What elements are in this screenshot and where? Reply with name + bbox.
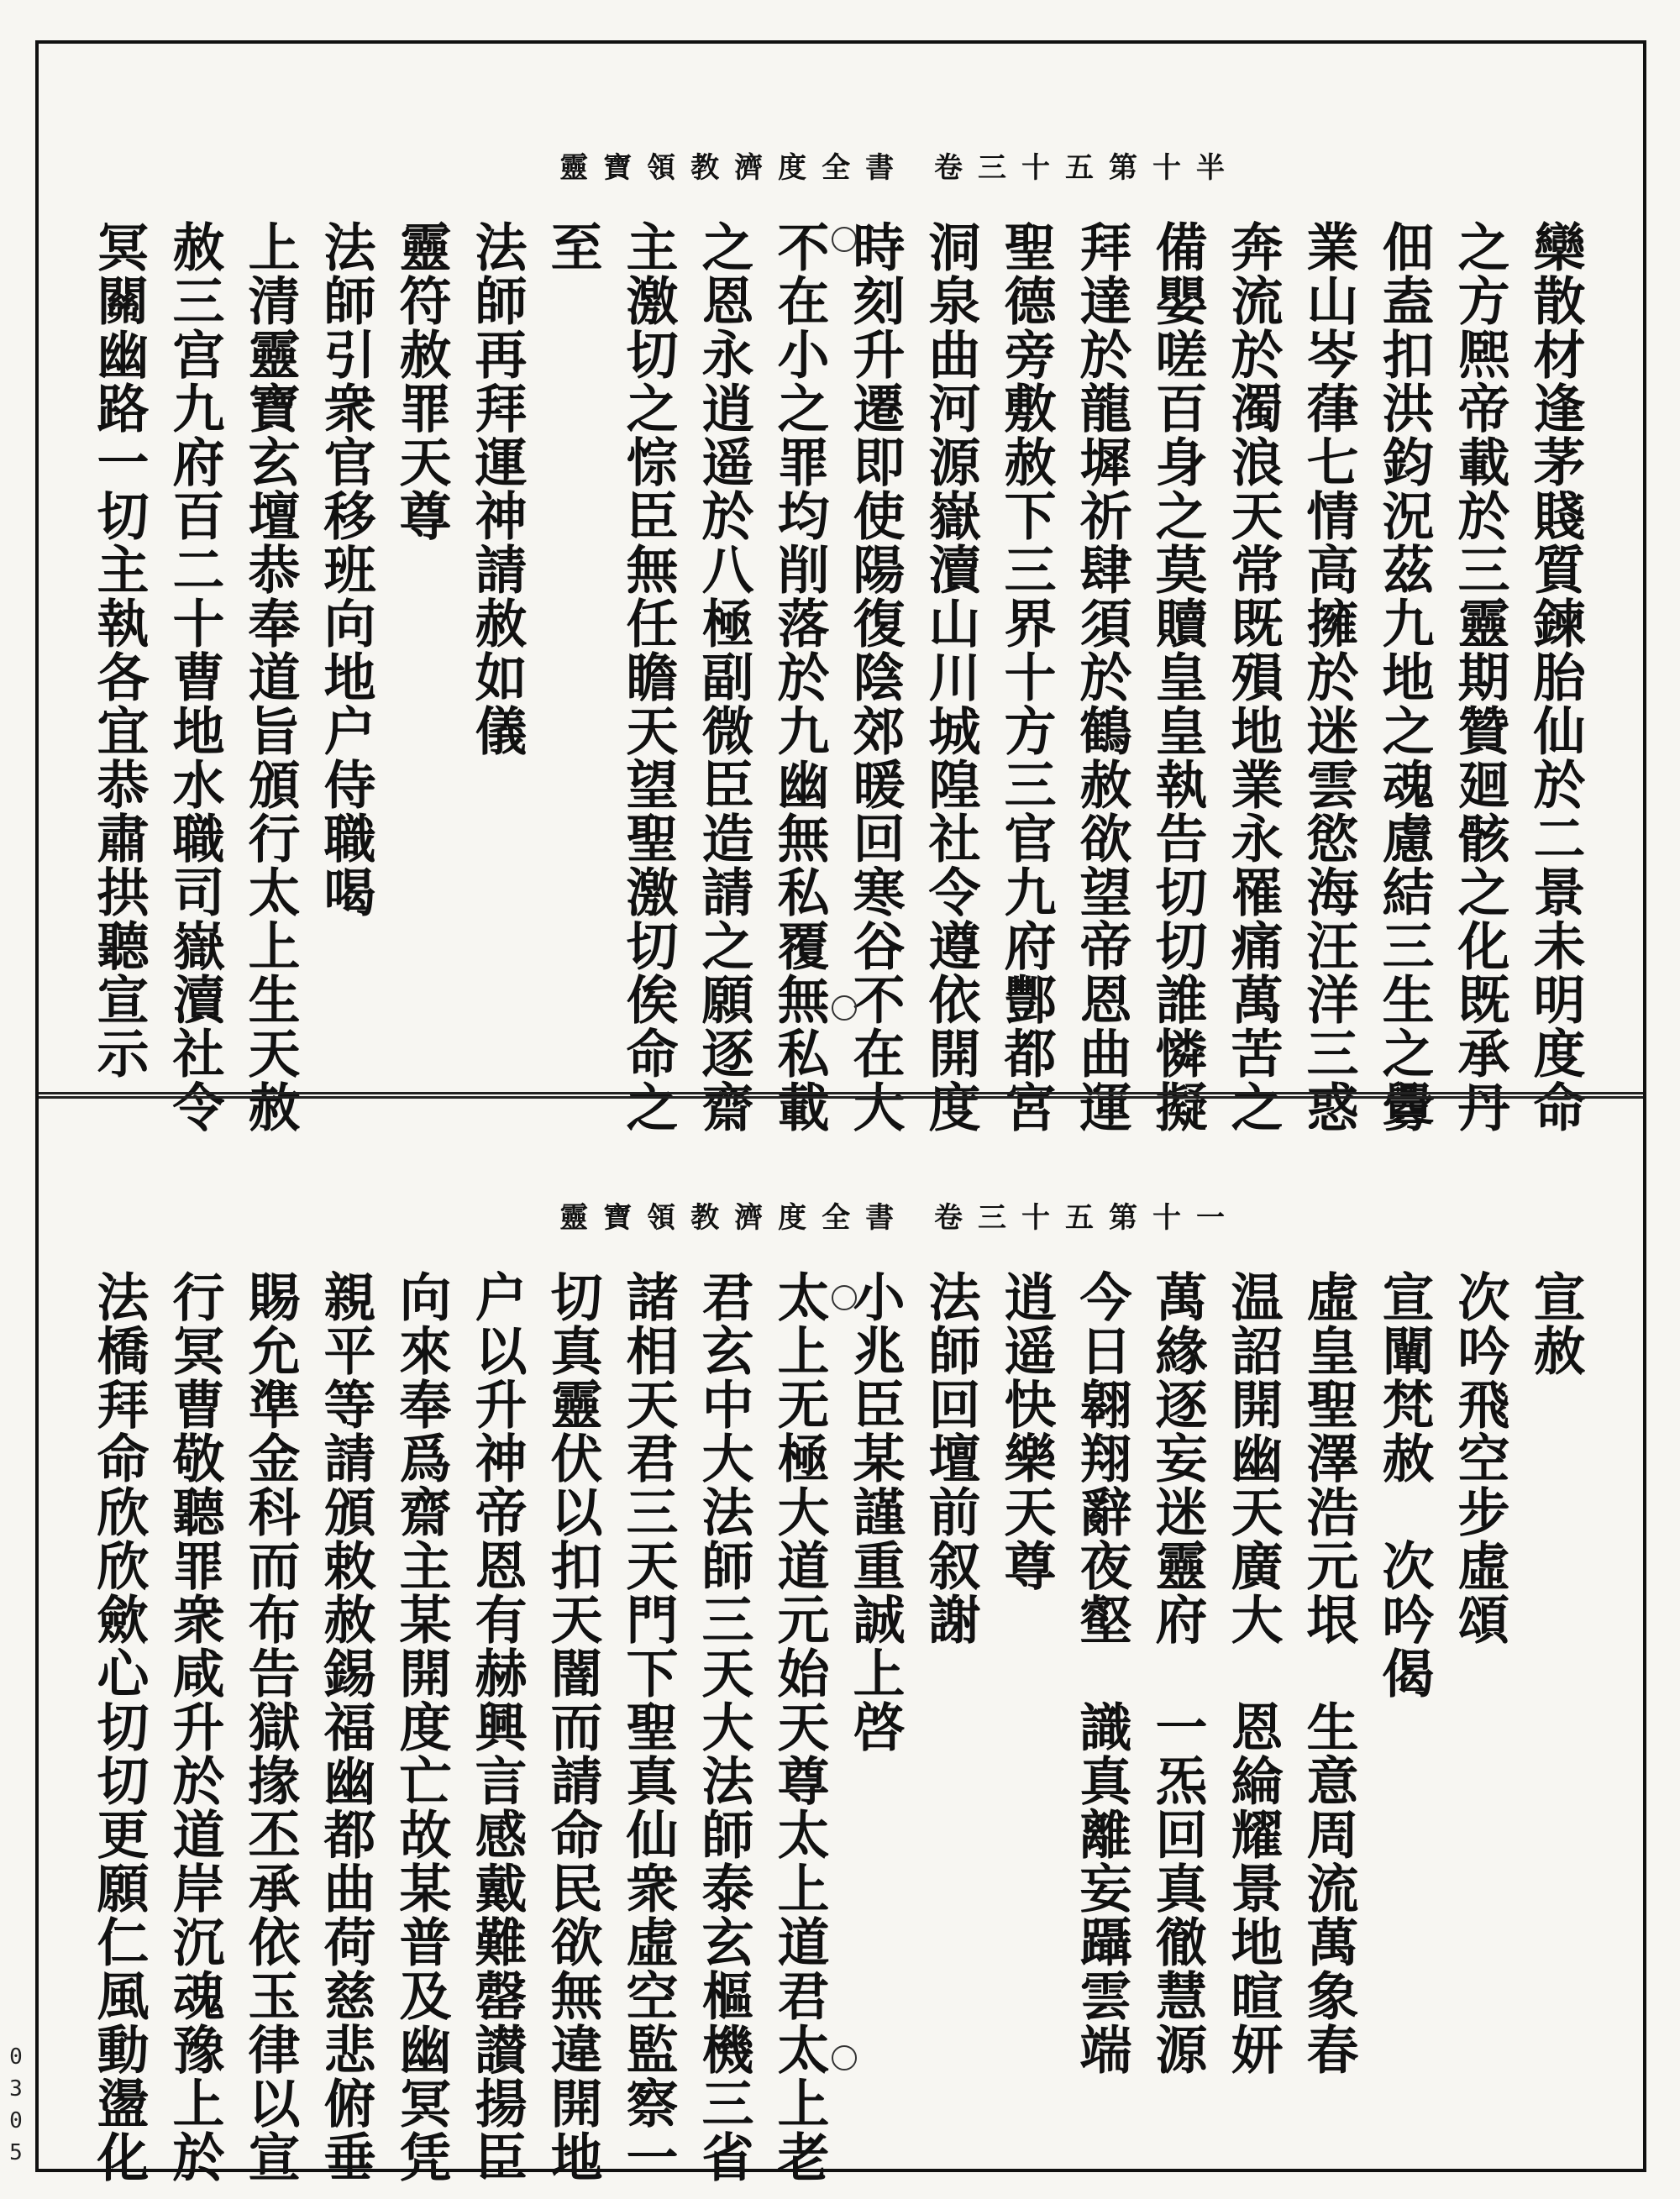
top-text-column: 欒散材逢茅賤質鍊胎仙於二景未明度命 <box>1525 220 1586 1134</box>
top-text-column: 法師再拜運神請赦如儀 <box>466 220 528 758</box>
bottom-text-column: 今日翱翔辭夜壑 識真離妄躡雲端 <box>1071 1270 1132 2076</box>
bottom-text-column: 向來奉爲齋主某開度亡故某普及幽冥凭 <box>391 1270 452 2184</box>
top-text-column: 業山岑葎七情高擁於迷雲慾海汪洋三惑 <box>1298 220 1359 1134</box>
bottom-text-column: 太上无極大道元始天尊太上道君太上老 <box>769 1270 830 2184</box>
bottom-text-column: 法橋拜命欣欣歛心切切更願仁風動盪化 <box>88 1270 150 2184</box>
top-text-column: 拜達於龍墀祈肆須於鶴赦欲望帝恩曲運 <box>1071 220 1132 1134</box>
bottom-text-column: 法師回壇前叙謝 <box>920 1270 981 1646</box>
circle-mark <box>832 2045 857 2070</box>
page-number-digit: 3 <box>9 2076 23 2102</box>
bottom-text-column: 次吟飛空步虛頌 <box>1449 1270 1510 1646</box>
bottom-text-column: 宣闡梵赦 次吟偈 <box>1373 1270 1435 1700</box>
bottom-text-column: 温詔開幽天廣大 恩綸耀景地暄妍 <box>1222 1270 1284 2076</box>
top-text-column: 至 <box>542 220 603 274</box>
top-text-column: 法師引衆官移班向地户侍職喝 <box>315 220 376 919</box>
top-text-column: 不在小之罪均削落於九幽無私覆無私載 <box>769 220 830 1134</box>
top-text-column: 赦三宫九府百二十曹地水職司嶽瀆社令 <box>164 220 225 1134</box>
page-number-digit: 0 <box>9 2108 23 2133</box>
bottom-text-column: 小兆臣某謹重誠上啓 <box>844 1270 906 1754</box>
top-text-columns <box>81 220 1593 1134</box>
page-number <box>3 2041 29 2169</box>
bottom-page-panel <box>39 1102 1643 2184</box>
top-text-column: 洞泉曲河源嶽瀆山川城隍社令遵依開度 <box>920 220 981 1134</box>
top-page-panel <box>39 44 1643 1134</box>
bottom-text-column: 逍遥快樂天尊 <box>995 1270 1057 1593</box>
bottom-text-columns <box>81 1270 1593 2184</box>
top-text-column: 冥關幽路一切主執各宜恭肅拱聽宣示 <box>88 220 150 1080</box>
top-text-column: 奔流於濁浪天常既殞地業永罹痛萬苦之 <box>1222 220 1284 1134</box>
bottom-text-column: 萬緣逐妄迷靈府 一炁回真徹慧源 <box>1147 1270 1208 2076</box>
circle-mark <box>832 995 857 1021</box>
bottom-text-column: 切真靈伏以扣天闇而請命民欲無違開地 <box>542 1270 603 2184</box>
top-text-column: 之恩永逍遥於八極副微臣造請之願逐齋 <box>693 220 754 1134</box>
bottom-text-column: 户以升神帝恩有赫興言感戴難罄讃揚臣 <box>466 1270 528 2184</box>
circle-mark <box>832 227 857 252</box>
top-text-column: 主激切之悰臣無任瞻天望聖激切俟命之 <box>617 220 679 1134</box>
top-text-column: 靈符赦罪天尊 <box>391 220 452 543</box>
bottom-text-column: 親平等請頒敕赦錫福幽都曲荷慈悲俯垂 <box>315 1270 376 2184</box>
top-text-column: 備嬰嗟百身之莫贖皇皇執告切切誰憐擬 <box>1147 220 1208 1134</box>
bottom-text-column: 虛皇聖澤浩元垠 生意周流萬象春 <box>1298 1270 1359 2076</box>
top-running-header: 靈寶領教濟度全書 卷三十五第十半 <box>559 151 1240 185</box>
top-text-column: 之方熈帝載於三靈期贊廻骸之化既承丹 <box>1449 220 1510 1134</box>
bottom-text-column: 諸相天君三天門下聖真仙衆虛空監察一 <box>617 1270 679 2184</box>
top-text-column: 上清靈寶玄壇恭奉道旨頒行太上生天赦 <box>239 220 301 1134</box>
page-number-digit: 5 <box>9 2140 23 2165</box>
bottom-text-column: 行冥曹敬聽罪衆咸升於道岸沉魂豫上於 <box>164 1270 225 2184</box>
bottom-running-header: 靈寶領教濟度全書 卷三十五第十一 <box>559 1201 1240 1235</box>
bottom-text-column: 賜允準金科而布告獄掾丕承依玉律以宣 <box>239 1270 301 2184</box>
top-text-column: 時刻升遷即使陽復陰郊暖回寒谷不在大 <box>844 220 906 1134</box>
page-divider <box>39 1092 1643 1099</box>
top-text-column: 聖德旁敷赦下三界十方三官九府酆都宮 <box>995 220 1057 1134</box>
page-number-digit: 0 <box>9 2044 23 2070</box>
bottom-text-column: 宣赦 <box>1525 1270 1586 1378</box>
bottom-text-column: 君玄中大法師三天大法師泰玄樞機三省 <box>693 1270 754 2184</box>
top-text-column: 佃盍扣洪鈞況茲九地之魂慮結三生之釁 <box>1373 220 1435 1134</box>
circle-mark <box>832 1285 857 1310</box>
